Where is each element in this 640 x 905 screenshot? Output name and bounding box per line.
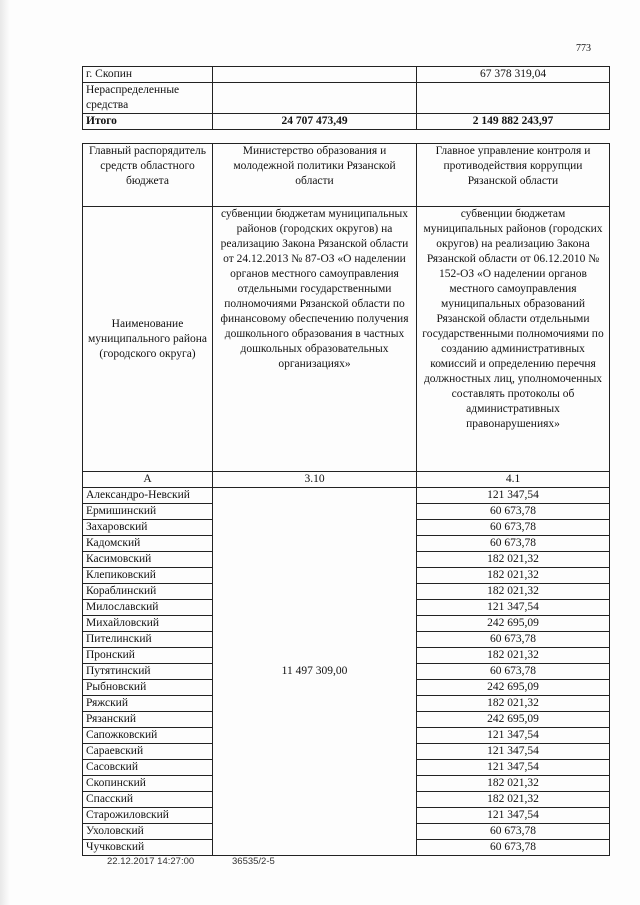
district-name: Сасовский [83,760,213,776]
district-value: 60 673,78 [417,840,610,856]
summary-anticorruption-value [417,83,610,114]
district-value: 121 347,54 [417,744,610,760]
district-name: Кадомский [83,536,213,552]
district-name: Рязанский [83,712,213,728]
summary-row [83,114,610,130]
summary-ministry-value [213,83,417,114]
district-value: 242 695,09 [417,616,610,632]
district-name: Старожиловский [83,808,213,824]
summary-name-cell: Итого [83,114,213,130]
district-value: 121 347,54 [417,760,610,776]
district-value: 182 021,32 [417,584,610,600]
district-value: 60 673,78 [417,536,610,552]
subsidy-table [82,143,610,856]
district-name: Ряжский [83,696,213,712]
summary-ministry-value: 24 707 473,49 [213,114,417,130]
footer-code: 36535/2-5 [232,856,275,867]
district-value: 121 347,54 [417,488,610,504]
district-name: Клепиковский [83,568,213,584]
table-row [83,488,610,504]
district-value: 242 695,09 [417,712,610,728]
district-value: 182 021,32 [417,696,610,712]
district-value: 60 673,78 [417,520,610,536]
district-name: Захаровский [83,520,213,536]
district-value: 121 347,54 [417,808,610,824]
header-row-purpose [83,207,610,472]
district-value: 182 021,32 [417,568,610,584]
summary-row [83,67,610,83]
header-administrator-label: Главный распорядитель средств областного бюджета [83,144,213,207]
district-value: 182 021,32 [417,552,610,568]
district-value: 121 347,54 [417,728,610,744]
district-value: 60 673,78 [417,824,610,840]
code-3-10: 3.10 [213,472,417,488]
summary-name-cell: Нераспределенные средства [83,83,213,114]
header-anticorruption-office: Главное управление контроля и противодействия коррупции Рязанской области [417,144,610,207]
district-name: Кораблинский [83,584,213,600]
header-subsidy-152oz: субвенции бюджетам муниципальных районов (городских округов) на реализацию Закона Рязанской области от 06.12.2010 № 152-ОЗ «О наделении органов местного самоуправления муниципальных образований Рязанской области отдельными государственными полномочиями по созданию административных комиссий и определению перечня должностных лиц, уполномоченных составлять протоколы об административных правонарушениях» [417,207,610,472]
district-name: Скопинский [83,776,213,792]
header-ministry-education: Министерство образования и молодежной политики Рязанской области [213,144,417,207]
footer-timestamp: 22.12.2017 14:27:00 [107,856,195,867]
header-row-administrator [83,144,610,207]
district-value: 182 021,32 [417,648,610,664]
district-name: Сараевский [83,744,213,760]
district-name: Касимовский [83,552,213,568]
district-name: Путятинский [83,664,213,680]
summary-name-cell: г. Скопин [83,67,213,83]
scan-edge [0,0,10,905]
district-value: 182 021,32 [417,776,610,792]
district-value: 60 673,78 [417,504,610,520]
page-number: 773 [576,43,591,54]
district-value: 60 673,78 [417,632,610,648]
ministry-total-value: 11 497 309,00 [213,488,417,856]
header-row-codes [83,472,610,488]
district-name: Чучковский [83,840,213,856]
district-name: Ухоловский [83,824,213,840]
summary-anticorruption-value: 2 149 882 243,97 [417,114,610,130]
district-name: Ермишинский [83,504,213,520]
district-name: Михайловский [83,616,213,632]
district-name: Рыбновский [83,680,213,696]
district-name: Пронский [83,648,213,664]
summary-row [83,83,610,114]
code-4-1: 4.1 [417,472,610,488]
code-a: А [83,472,213,488]
district-name: Спасский [83,792,213,808]
summary-table [82,66,610,130]
district-value: 182 021,32 [417,792,610,808]
district-value: 121 347,54 [417,600,610,616]
header-district-label: Наименование муниципального района (городского округа) [83,207,213,472]
district-value: 60 673,78 [417,664,610,680]
summary-anticorruption-value: 67 378 319,04 [417,67,610,83]
summary-ministry-value [213,67,417,83]
district-name: Сапожковский [83,728,213,744]
header-subsidy-87oz: субвенции бюджетам муниципальных районов (городских округов) на реализацию Закона Рязанской области от 24.12.2013 № 87-ОЗ «О наделении органов местного самоуправления отдельными государственными полномочиями Рязанской области по финансовому обеспечению получения дошкольного образования в частных дошкольных образовательных организациях» [213,207,417,472]
district-name: Александро-Невский [83,488,213,504]
district-name: Милославский [83,600,213,616]
district-value: 242 695,09 [417,680,610,696]
district-name: Пителинский [83,632,213,648]
